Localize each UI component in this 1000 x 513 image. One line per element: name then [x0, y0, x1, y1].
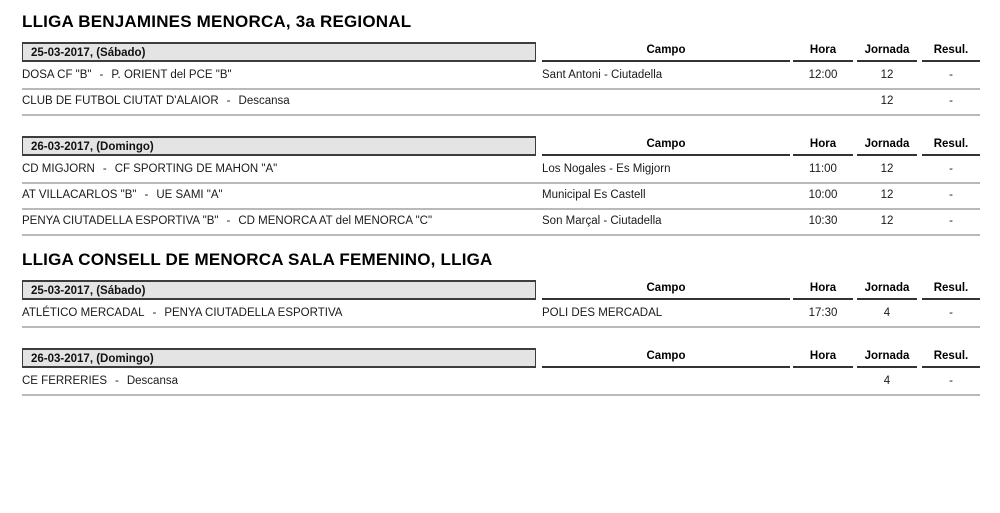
match-row [22, 90, 980, 116]
versus-separator: - [102, 163, 107, 175]
date-label: 26-03-2017, (Domingo) [31, 353, 154, 365]
date-badge [22, 348, 536, 368]
away-team: UE SAMI "A" [156, 189, 223, 201]
column-header-resul: Resul. [922, 280, 980, 300]
column-header-hora: Hora [793, 280, 853, 300]
column-header-jornada: Jornada [857, 136, 917, 156]
block-spacer [0, 116, 1000, 134]
match-venue: Son Marçal - Ciutadella [542, 215, 662, 227]
home-team: AT VILLACARLOS "B" [22, 189, 137, 201]
match-row [22, 302, 980, 328]
versus-separator: - [226, 215, 231, 227]
away-team: Descansa [238, 95, 290, 107]
away-team: PENYA CIUTADELLA ESPORTIVA [164, 307, 343, 319]
day-header-row [22, 348, 980, 370]
column-header-resul: Resul. [922, 42, 980, 62]
match-row [22, 184, 980, 210]
match-teams [22, 94, 290, 109]
match-time: 11:00 [809, 163, 837, 175]
away-team: P. ORIENT del PCE "B" [111, 69, 232, 81]
day-block [0, 136, 1000, 236]
date-label: 25-03-2017, (Sábado) [31, 285, 146, 297]
away-team: Descansa [126, 375, 178, 387]
date-badge [22, 280, 536, 300]
versus-separator: - [99, 69, 104, 81]
home-team: ATLÉTICO MERCADAL [22, 307, 145, 319]
home-team: PENYA CIUTADELLA ESPORTIVA "B" [22, 215, 219, 227]
match-teams [22, 306, 342, 321]
match-row [22, 158, 980, 184]
match-time: 10:30 [808, 215, 838, 227]
match-matchday: 12 [880, 95, 894, 107]
match-time: 12:00 [808, 69, 838, 81]
day-block [0, 42, 1000, 134]
date-badge [22, 42, 536, 62]
day-header-row [22, 136, 980, 158]
match-matchday: 12 [880, 163, 894, 175]
date-label: 25-03-2017, (Sábado) [31, 47, 146, 59]
column-header-resul: Resul. [922, 348, 980, 368]
match-result: - [949, 69, 953, 81]
date-badge [22, 136, 536, 156]
match-result: - [949, 375, 953, 387]
match-matchday: 12 [880, 69, 894, 81]
column-header-campo: Campo [542, 348, 790, 368]
home-team: CD MIGJORN [22, 163, 95, 175]
column-header-campo: Campo [542, 280, 790, 300]
column-header-campo: Campo [542, 42, 790, 62]
match-venue: Sant Antoni - Ciutadella [542, 69, 663, 81]
match-teams [22, 188, 223, 203]
block-spacer [0, 328, 1000, 346]
match-teams [22, 162, 277, 177]
home-team: DOSA CF "B" [22, 69, 92, 81]
away-team: CF SPORTING DE MAHON "A" [114, 163, 278, 175]
versus-separator: - [152, 307, 157, 319]
versus-separator: - [144, 189, 149, 201]
day-header-row [22, 280, 980, 302]
match-teams [22, 374, 178, 389]
match-time: 17:30 [808, 307, 838, 319]
day-header-row [22, 42, 980, 64]
column-header-hora: Hora [793, 136, 853, 156]
column-header-resul: Resul. [922, 136, 980, 156]
match-time: 10:00 [808, 189, 838, 201]
column-header-hora: Hora [793, 348, 853, 368]
day-block [0, 280, 1000, 346]
match-result: - [949, 307, 953, 319]
league-title: LLIGA BENJAMINES MENORCA, 3a REGIONAL [22, 12, 412, 31]
versus-separator: - [115, 375, 119, 387]
match-teams [22, 214, 432, 229]
home-team: CLUB DE FUTBOL CIUTAT D'ALAIOR [22, 95, 219, 107]
match-row [22, 370, 980, 396]
league-title: LLIGA CONSELL DE MENORCA SALA FEMENINO, LLIGA [22, 250, 493, 269]
column-header-jornada: Jornada [857, 348, 917, 368]
match-result: - [949, 163, 953, 175]
day-block [0, 348, 1000, 396]
match-matchday: 4 [883, 375, 891, 387]
match-row [22, 64, 980, 90]
match-row [22, 210, 980, 236]
date-label: 26-03-2017, (Domingo) [31, 141, 154, 153]
column-header-jornada: Jornada [857, 42, 917, 62]
column-header-hora: Hora [793, 42, 853, 62]
away-team: CD MENORCA AT del MENORCA "C" [238, 215, 433, 227]
match-teams [22, 68, 232, 83]
column-header-campo: Campo [542, 136, 790, 156]
versus-separator: - [226, 95, 231, 107]
column-header-jornada: Jornada [857, 280, 917, 300]
match-result: - [949, 95, 953, 107]
match-venue: Municipal Es Castell [542, 189, 646, 201]
match-matchday: 4 [883, 307, 891, 319]
league-section [0, 238, 1000, 396]
match-venue: Los Nogales - Es Migjorn [542, 163, 671, 175]
match-result: - [949, 189, 953, 201]
match-venue: POLI DES MERCADAL [542, 307, 663, 319]
home-team: CE FERRERIES [22, 375, 107, 387]
league-section [0, 0, 1000, 236]
match-matchday: 12 [880, 215, 894, 227]
match-result: - [949, 215, 953, 227]
match-matchday: 12 [880, 189, 894, 201]
